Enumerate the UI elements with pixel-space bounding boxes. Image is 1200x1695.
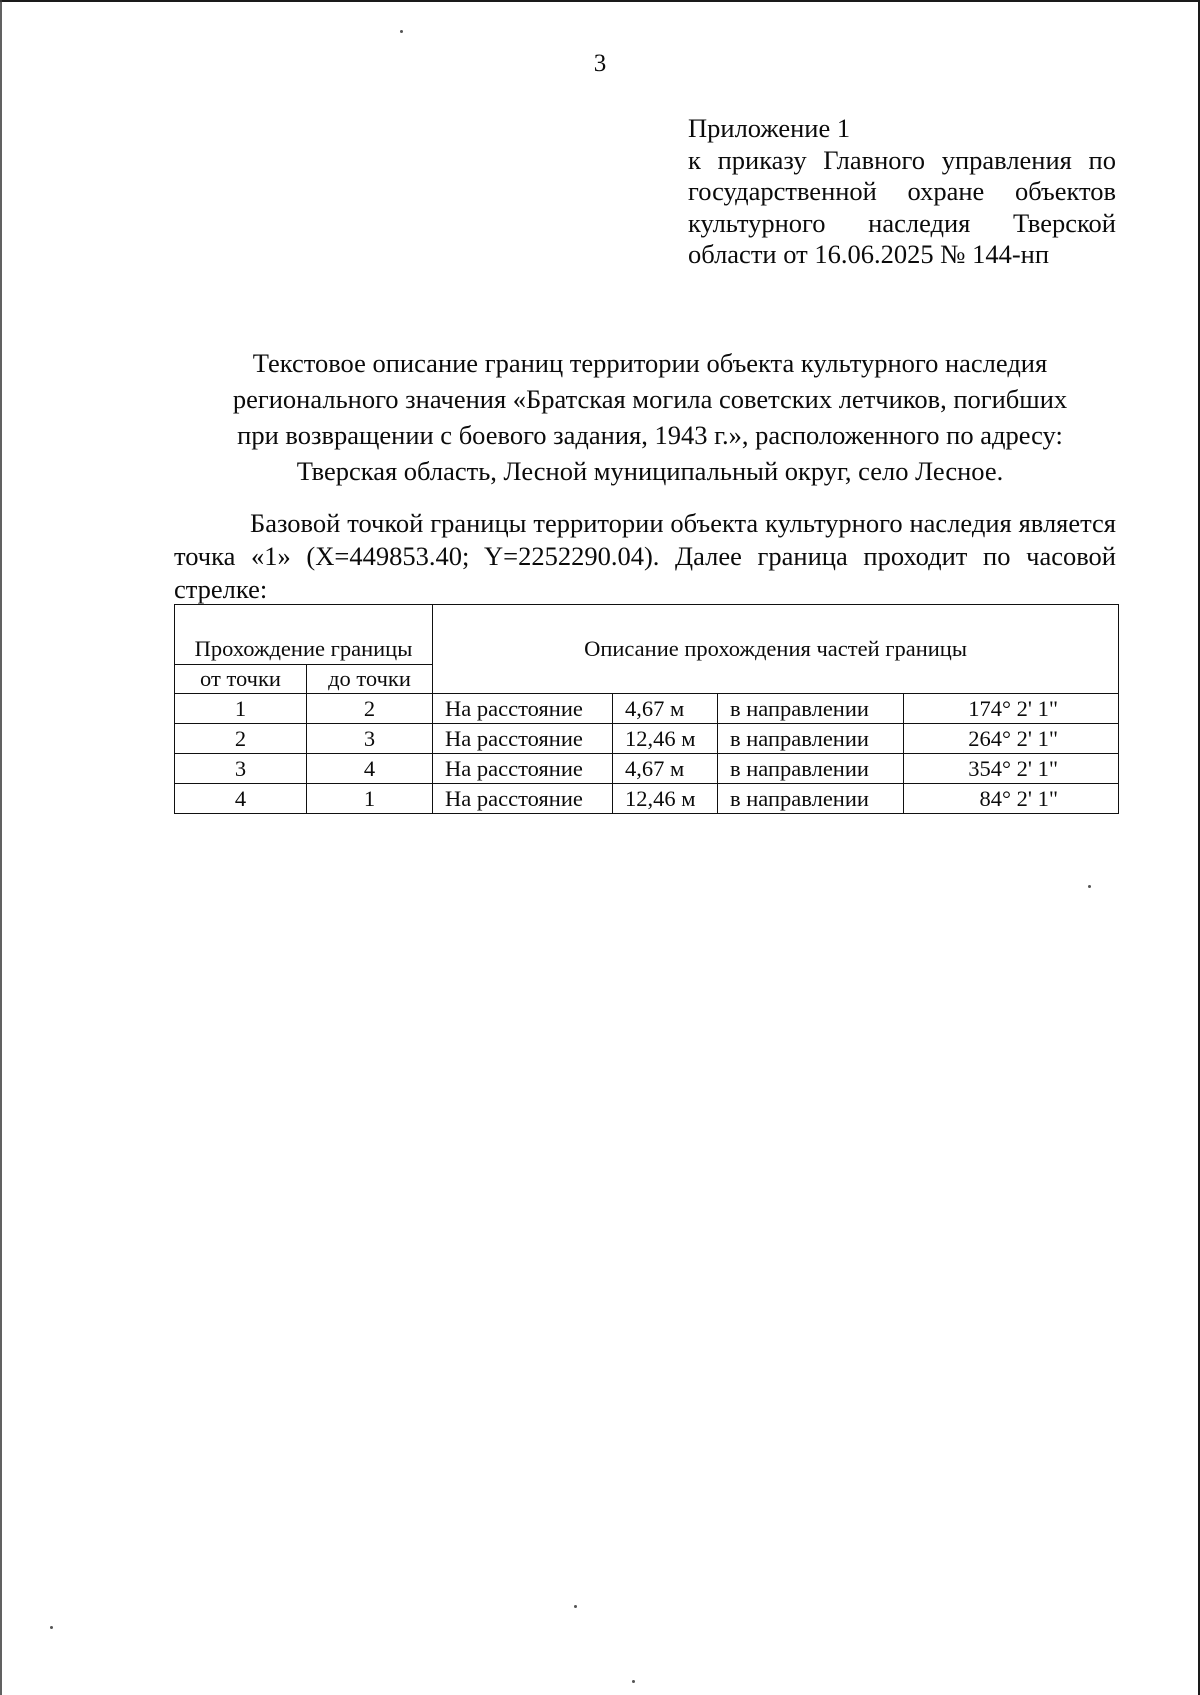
scan-edge-left xyxy=(0,0,2,1695)
to-point: 2 xyxy=(307,694,433,724)
distance-label: На расстояние xyxy=(433,784,613,814)
scan-edge-top xyxy=(0,0,1200,2)
distance-value: 4,67 м xyxy=(613,754,718,784)
from-point: 3 xyxy=(175,754,307,784)
header-passage: Прохождение границы xyxy=(175,605,433,665)
appendix-header xyxy=(688,113,1116,271)
scan-speck xyxy=(574,1605,577,1608)
scan-speck xyxy=(1088,885,1091,888)
scan-speck xyxy=(50,1626,53,1629)
table-row xyxy=(175,784,1119,814)
base-point-paragraph: Базовой точкой границы территории объекта культурного наследия является точка «1» (X=449853.40; Y=2252290.04). Далее граница проходит по часовой стрелке: xyxy=(174,508,1116,604)
document-title-line-3: при возвращении с боевого задания, 1943 г.», расположенного по адресу: xyxy=(237,420,1063,450)
appendix-title: Приложение 1 xyxy=(688,113,851,143)
to-point: 3 xyxy=(307,724,433,754)
document-title-line-2: регионального значения «Братская могила советских летчиков, погибших xyxy=(232,384,1068,414)
header-from-point: от точки xyxy=(175,665,307,694)
direction-angle: 174° 2' 1" xyxy=(904,694,1119,724)
direction-angle: 84° 2' 1" xyxy=(904,784,1119,814)
distance-label: На расстояние xyxy=(433,754,613,784)
to-point: 1 xyxy=(307,784,433,814)
appendix-reference: к приказу Главного управления по государственной охране объектов культурного наследия Тверской области от 16.06.2025 № 144-нп xyxy=(688,144,1116,269)
scan-speck xyxy=(400,30,403,33)
page-number: 3 xyxy=(593,50,607,77)
from-point: 4 xyxy=(175,784,307,814)
table-row xyxy=(175,754,1119,784)
distance-value: 4,67 м xyxy=(613,694,718,724)
table-row xyxy=(175,724,1119,754)
document-title-line-1: Текстовое описание границ территории объекта культурного наследия xyxy=(252,348,1048,378)
document-title xyxy=(170,345,1130,489)
direction-angle: 264° 2' 1" xyxy=(904,724,1119,754)
to-point: 4 xyxy=(307,754,433,784)
from-point: 2 xyxy=(175,724,307,754)
boundary-table xyxy=(174,604,1119,814)
direction-angle: 354° 2' 1" xyxy=(904,754,1119,784)
header-description: Описание прохождения частей границы xyxy=(433,605,1119,694)
from-point: 1 xyxy=(175,694,307,724)
distance-value: 12,46 м xyxy=(613,724,718,754)
header-to-point: до точки xyxy=(307,665,433,694)
table-row xyxy=(175,694,1119,724)
direction-label: в направлении xyxy=(718,724,904,754)
distance-value: 12,46 м xyxy=(613,784,718,814)
distance-label: На расстояние xyxy=(433,724,613,754)
direction-label: в направлении xyxy=(718,694,904,724)
direction-label: в направлении xyxy=(718,754,904,784)
document-title-line-4: Тверская область, Лесной муниципальный округ, село Лесное. xyxy=(296,456,1004,486)
distance-label: На расстояние xyxy=(433,694,613,724)
scan-speck xyxy=(632,1680,635,1683)
direction-label: в направлении xyxy=(718,784,904,814)
